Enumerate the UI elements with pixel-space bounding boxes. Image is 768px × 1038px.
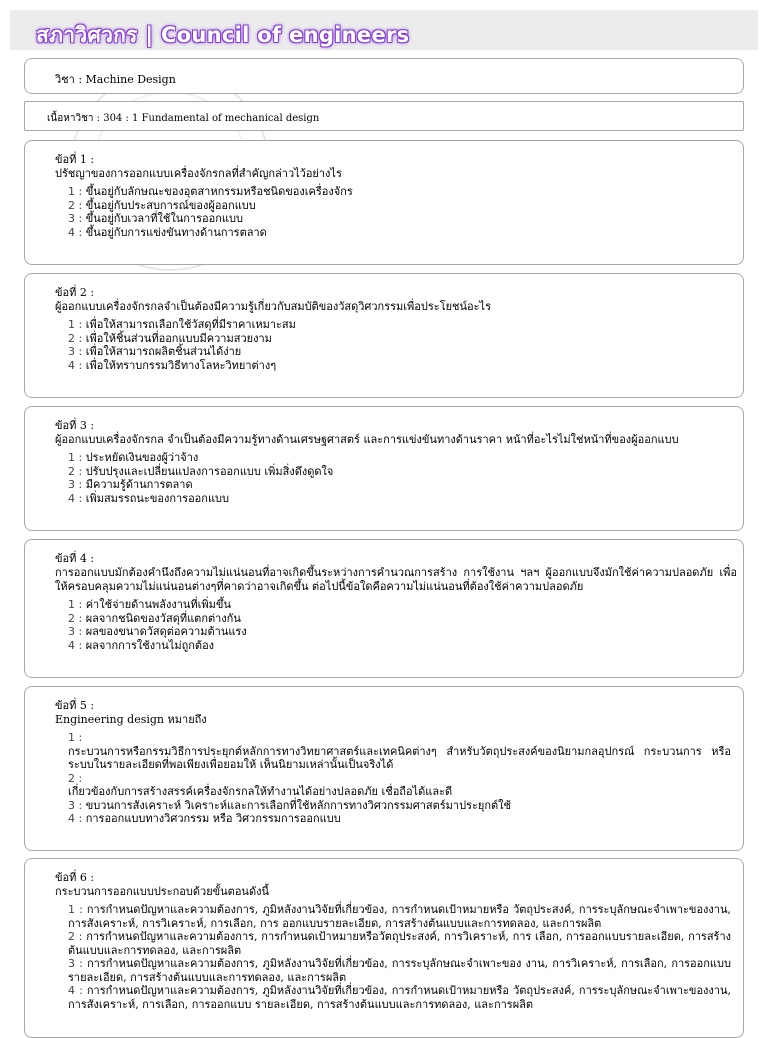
choice-text: การกำหนดปัญหาและความต้องการ, ภูมิหลังงานวิจัยที่เกี่ยวข้อง, การกำหนดเป้าหมายหรือ วัตถุประสงค์, การระบุลักษณะจำเพาะของงาน, การสังเคราะห์, การเลือก, การออกแบบ รายละเอียด, การสร้างต้นแบบและการทดลอง, และการผลิต	[68, 984, 731, 1011]
choice-text: ผลจากการใช้งานไม่ถูกต้อง	[85, 638, 215, 652]
site-header	[10, 10, 758, 50]
question-text: การออกแบบมักต้องคำนึงถึงความไม่แน่นอนที่อาจเกิดขึ้นระหว่างการคำนวณการสร้าง การใช้งาน ฯลฯ ผู้ออกแบบจึงมักใช้ค่าความปลอดภัย เพื่อให้ครอบคลุมความไม่แน่นอนต่างๆที่คาดว่าอาจเกิดขึ้น ต่อไปนี้ข้อใดคือความไม่แน่นอนที่ต้องใช้ค่าความปลอดภัย	[55, 566, 737, 593]
choice-item[interactable]	[68, 332, 737, 346]
choice-number: 2 :	[68, 771, 83, 785]
choice-text: การกำหนดปัญหาและความต้องการ, ภูมิหลังงานวิจัยที่เกี่ยวข้อง, การกำหนดเป้าหมายหรือ วัตถุประสงค์, การระบุลักษณะจำเพาะของงาน, การสังเคราะห์, การวิเคราะห์, การเลือก, การ ออกแบบรายละเอียด, การสร้างต้นแบบและการทดลอง, และการผลิต	[68, 903, 731, 930]
question-text: ผู้ออกแบบเครื่องจักรกล จำเป็นต้องมีความรู้ทางด้านเศรษฐศาสตร์ และการแข่งขันทางด้านราคา หน้าที่อะไรไม่ใช่หน้าที่ของผู้ออกแบบ	[55, 433, 679, 446]
choice-item[interactable]	[68, 199, 737, 213]
question-number: ข้อที่ 4 :	[55, 552, 95, 565]
choice-text: การกำหนดปัญหาและความต้องการ, ภูมิหลังงานวิจัยที่เกี่ยวข้อง, การระบุลักษณะจำเพาะของ งาน, การวิเคราะห์, การเลือก, การออกแบบรายละเอียด, การสร้างต้นแบบและการทดลอง, และการผลิต	[68, 957, 731, 984]
choice-text: ค่าใช้จ่ายด้านพลังงานที่เพิ่มขึ้น	[85, 598, 231, 611]
choice-item[interactable]	[68, 957, 737, 984]
choice-item[interactable]	[68, 984, 737, 1011]
choice-list	[68, 185, 737, 239]
choice-number: 2 :	[68, 331, 83, 345]
choice-number: 4 :	[68, 812, 83, 825]
choice-list	[68, 903, 737, 1011]
choice-text: ขบวนการสังเคราะห์ วิเคราะห์และการเลือกที่ใช้หลักการทางวิศวกรรมศาสตร์มาประยุกต์ใช้	[85, 798, 511, 812]
choice-number: 3 :	[68, 212, 83, 225]
choice-item[interactable]	[68, 226, 737, 240]
choice-number: 4 :	[68, 358, 83, 372]
choice-text: ขึ้นอยู่กับเวลาที่ใช้ในการออกแบบ	[85, 212, 243, 225]
choice-item[interactable]	[68, 812, 737, 826]
question-card	[24, 140, 744, 265]
question-text: ผู้ออกแบบเครื่องจักรกลจำเป็นต้องมีความรู้เกี่ยวกับสมบัติของวัสดุวิศวกรรมเพื่อประโยชน์อะไร	[55, 300, 491, 313]
choice-text: ผลจากชนิดของวัสดุที่แตกต่างกัน	[85, 611, 241, 625]
choice-number: 4 :	[68, 491, 83, 505]
question-card	[24, 406, 744, 531]
choice-text: เพื่อให้สามารถเลือกใช้วัสดุที่มีราคาเหมาะสม	[85, 318, 296, 331]
choice-number: 2 :	[68, 930, 83, 943]
choice-item[interactable]	[68, 598, 737, 612]
choice-number: 4 :	[68, 225, 83, 239]
choice-number: 4 :	[68, 984, 83, 997]
choice-text: กระบวนการหรือกรรมวิธีการประยุกต์หลักการทางวิทยาศาสตร์และเทคนิคต่างๆ สำหรับวัตถุประสงค์ของนิยามกลอุปกรณ์ กระบวนการ หรือระบบในรายละเอียดที่พอเพียงเพื่อยอมให้ เห็นนิยามเหล่านั้นเป็นจริงได้	[68, 744, 731, 771]
choice-text: ประหยัดเงินของผู้ว่าจ้าง	[85, 451, 199, 464]
question-text: ปรัชญาของการออกแบบเครื่องจักรกลที่สำคัญกล่าวไว้อย่างไร	[55, 167, 342, 180]
choice-number: 1 :	[68, 903, 83, 916]
topic-label: เนื้อหาวิชา : 304 : 1 Fundamental of mechanical design	[47, 113, 320, 124]
choice-item[interactable]	[68, 359, 737, 373]
choice-list	[68, 318, 737, 372]
choice-number: 2 :	[68, 198, 83, 212]
choice-text: มีความรู้ด้านการตลาด	[85, 478, 193, 491]
choice-number: 4 :	[68, 638, 83, 652]
choice-text: ขึ้นอยู่กับประสบการณ์ของผู้ออกแบบ	[85, 198, 256, 212]
choice-number: 2 :	[68, 464, 83, 478]
choice-number: 1 :	[68, 451, 83, 464]
choice-number: 3 :	[68, 957, 83, 970]
choice-number: 3 :	[68, 625, 83, 638]
choice-number: 3 :	[68, 478, 83, 491]
topic-box	[24, 101, 744, 131]
choice-list	[68, 598, 737, 652]
choice-text: เพื่อให้ชิ้นส่วนที่ออกแบบมีความสวยงาม	[85, 331, 272, 345]
question-number: ข้อที่ 5 :	[55, 699, 95, 712]
question-number: ข้อที่ 2 :	[55, 286, 95, 299]
subject-box	[24, 58, 744, 94]
choice-item[interactable]	[68, 772, 737, 799]
choice-item[interactable]	[68, 625, 737, 639]
question-text: Engineering design หมายถึง	[55, 713, 207, 726]
choice-text: ปรับปรุงและเปลี่ยนแปลงการออกแบบ เพิ่มสิ่งดึงดูดใจ	[85, 464, 334, 478]
choice-item[interactable]	[68, 185, 737, 199]
choice-text: ขึ้นอยู่กับลักษณะของอุตสาหกรรมหรือชนิดของเครื่องจักร	[85, 185, 353, 198]
choice-item[interactable]	[68, 451, 737, 465]
question-number: ข้อที่ 1 :	[55, 153, 95, 166]
choice-list	[68, 451, 737, 505]
choice-text: ขึ้นอยู่กับการแข่งขันทางด้านการตลาด	[85, 225, 267, 239]
choice-number: 1 :	[68, 731, 83, 744]
choice-number: 2 :	[68, 611, 83, 625]
question-card	[24, 539, 744, 678]
choice-item[interactable]	[68, 799, 737, 813]
choice-item[interactable]	[68, 930, 737, 957]
choice-text: การกำหนดปัญหาและความต้องการ, การกำหนดเป้าหมายหรือวัตถุประสงค์, การวิเคราะห์, การ เลือก, การออกแบบรายละเอียด, การสร้างต้นแบบและการทดลอง, และการผลิต	[68, 930, 732, 957]
choice-number: 3 :	[68, 798, 83, 812]
subject-label: วิชา : Machine Design	[55, 73, 176, 86]
question-number: ข้อที่ 6 :	[55, 871, 95, 884]
choice-item[interactable]	[68, 612, 737, 626]
choice-item[interactable]	[68, 478, 737, 492]
choice-number: 1 :	[68, 185, 83, 198]
site-title: สภาวิศวกร | Council of engineers	[36, 23, 410, 47]
choice-item[interactable]	[68, 465, 737, 479]
choice-item[interactable]	[68, 212, 737, 226]
question-text: กระบวนการออกแบบประกอบด้วยขั้นตอนดังนี้	[55, 885, 269, 898]
choice-number: 3 :	[68, 345, 83, 358]
question-card	[24, 273, 744, 398]
choice-list	[68, 731, 737, 826]
question-card	[24, 858, 744, 1038]
choice-number: 1 :	[68, 318, 83, 331]
choice-text: เกี่ยวข้องกับการสร้างสรรค์เครื่องจักรกลให้ทำงานได้อย่างปลอดภัย เชื่อถือได้และดี	[68, 785, 453, 798]
choice-item[interactable]	[68, 903, 737, 930]
choice-number: 1 :	[68, 598, 83, 611]
choice-text: ผลของขนาดวัสดุต่อความต้านแรง	[85, 625, 247, 638]
question-card	[24, 686, 744, 851]
choice-item[interactable]	[68, 492, 737, 506]
choice-item[interactable]	[68, 639, 737, 653]
choice-item[interactable]	[68, 731, 737, 772]
choice-item[interactable]	[68, 345, 737, 359]
choice-text: เพื่อให้ทราบกรรมวิธีทางโลหะวิทยาต่างๆ	[85, 358, 277, 372]
choice-text: การออกแบบทางวิศวกรรม หรือ วิศวกรรมการออกแบบ	[85, 812, 341, 825]
choice-text: เพื่อให้สามารถผลิตชิ้นส่วนได้ง่าย	[85, 345, 242, 358]
question-number: ข้อที่ 3 :	[55, 419, 95, 432]
choice-item[interactable]	[68, 318, 737, 332]
choice-text: เพิ่มสมรรถนะของการออกแบบ	[85, 491, 230, 505]
